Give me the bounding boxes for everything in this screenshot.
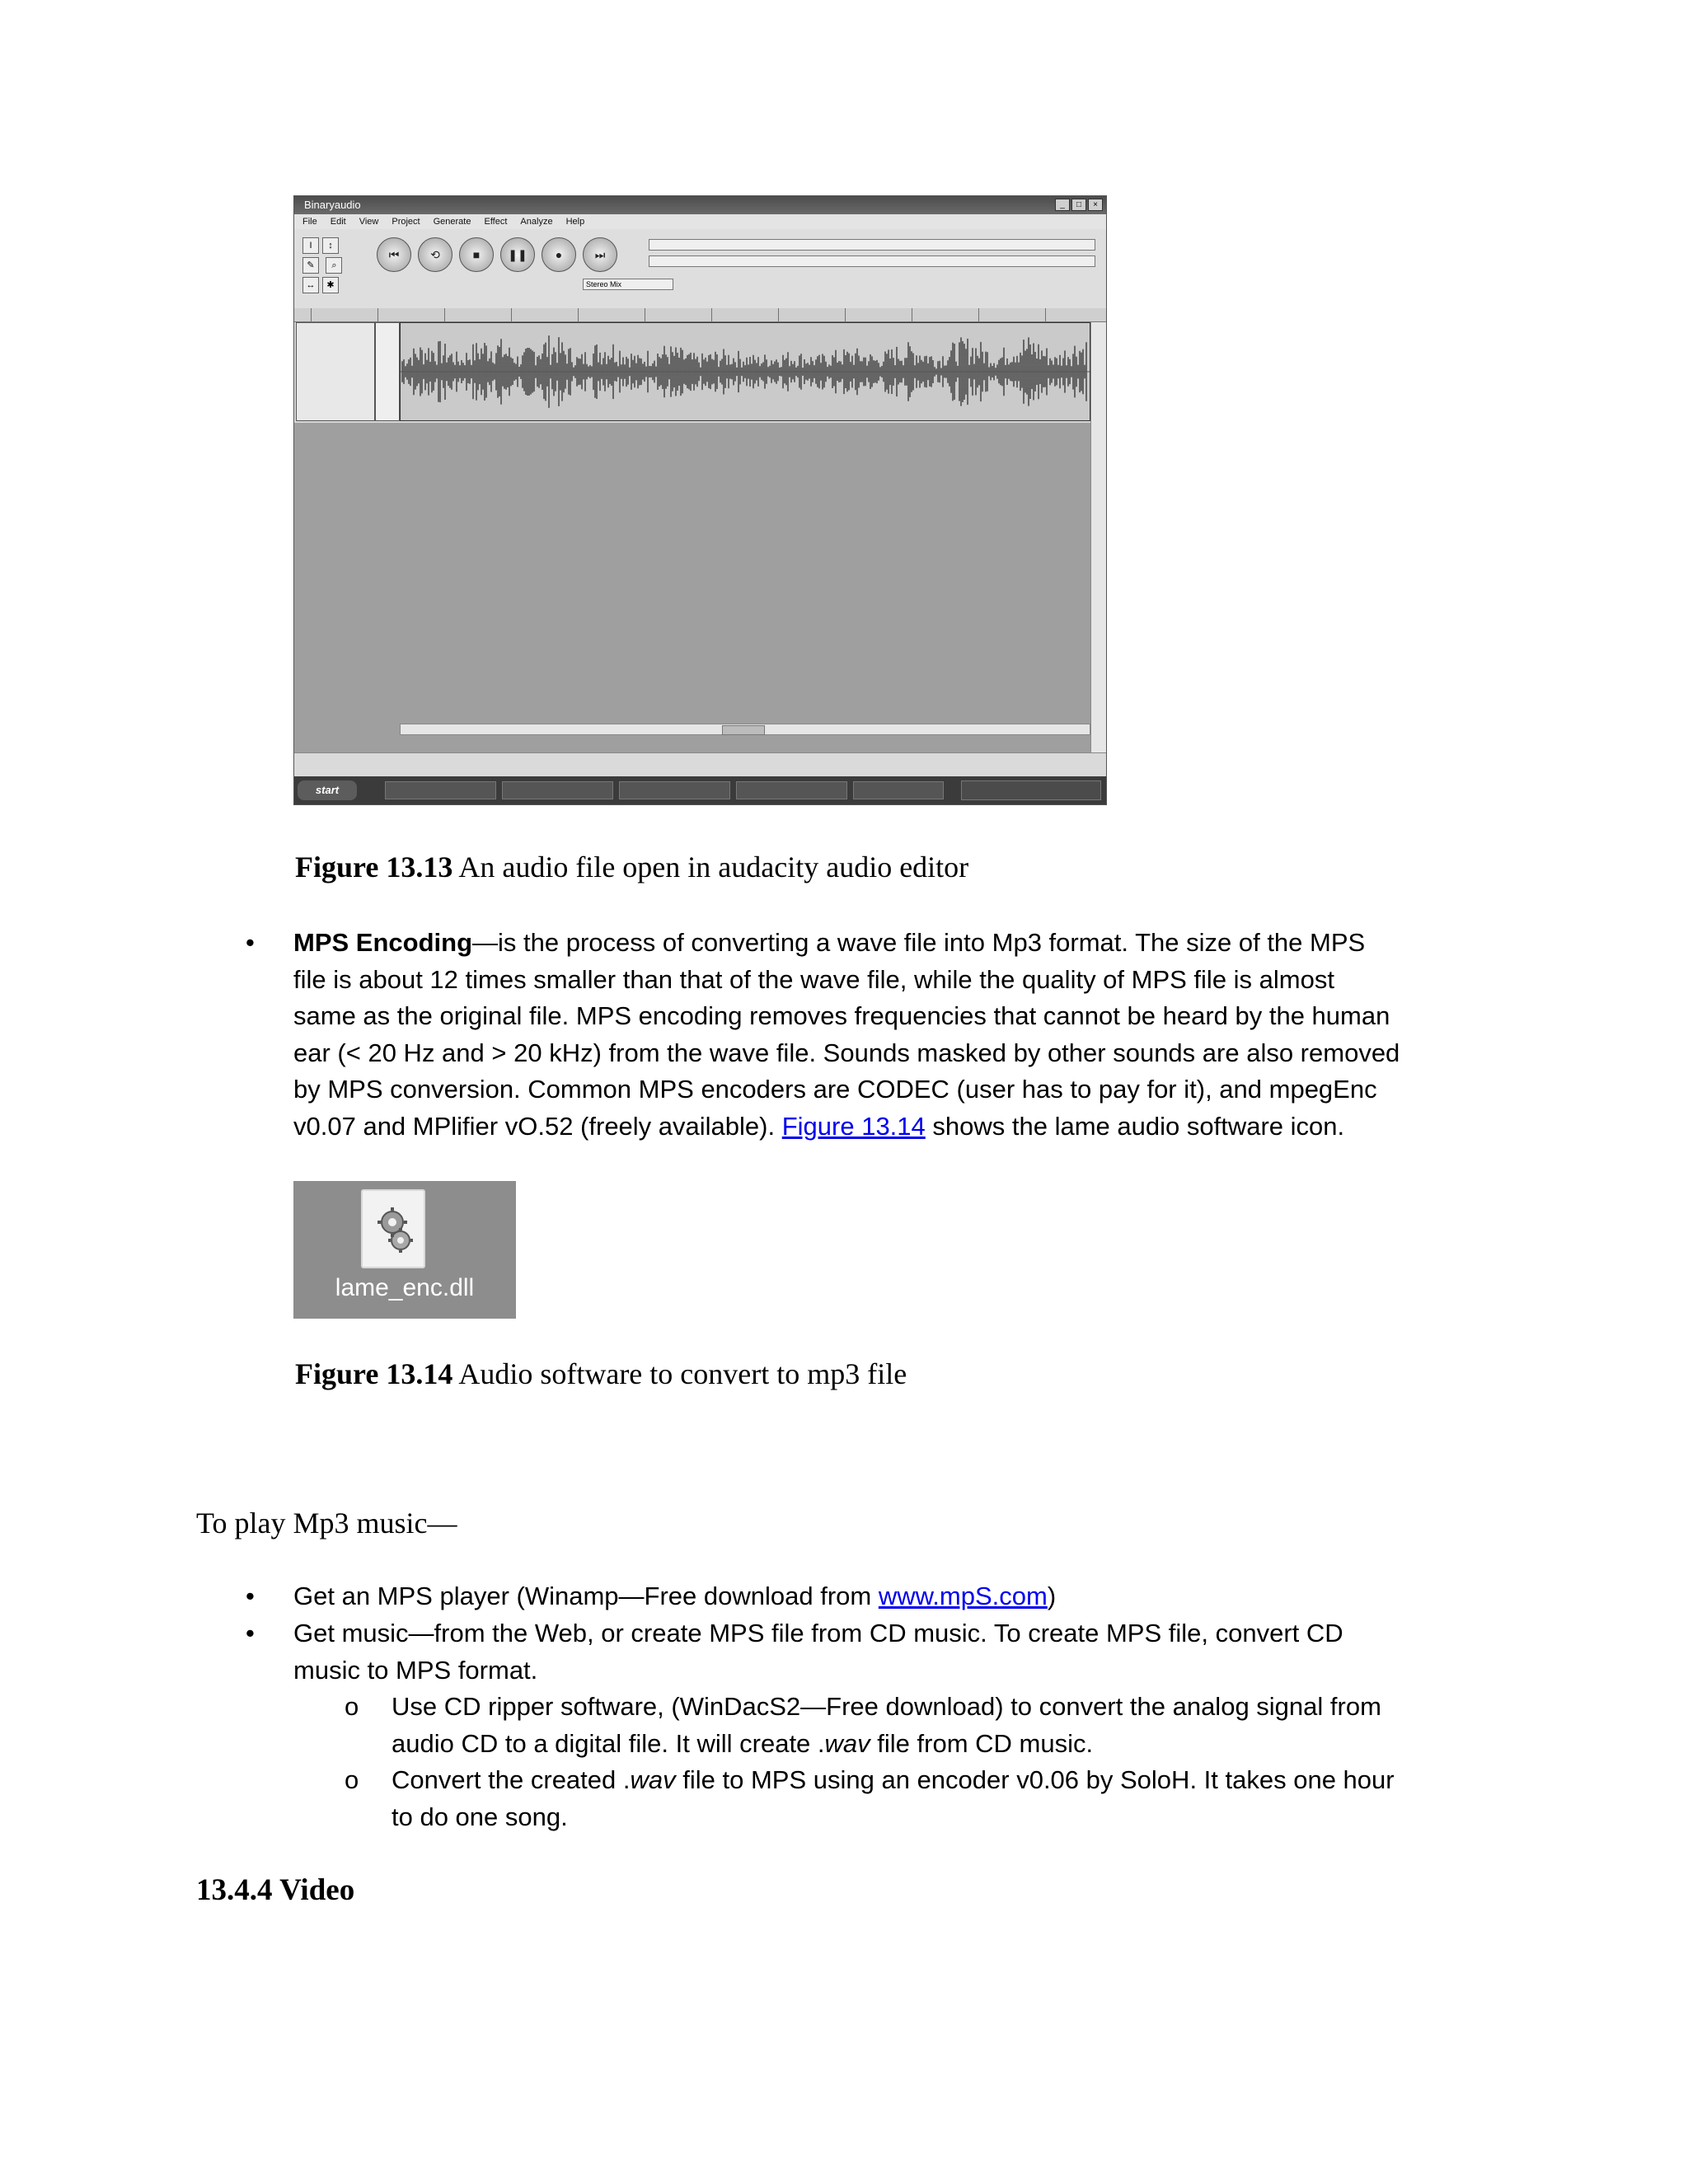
menu-item: Help xyxy=(565,217,585,227)
pause-icon: ❚❚ xyxy=(500,237,535,272)
text-line: shows the lame audio software icon. xyxy=(925,1111,1345,1141)
text-line: music to MPS format. xyxy=(293,1655,538,1685)
figure-13-14-link[interactable]: Figure 13.14 xyxy=(781,1111,926,1141)
text-line: —is the process of converting a wave file into Mp3 format. The size of the MPS xyxy=(472,928,1366,957)
caption-text: Audio software to convert to mp3 file xyxy=(452,1357,907,1390)
bullet-marker: • xyxy=(246,1619,255,1647)
stop-icon: ■ xyxy=(459,237,494,272)
text-line: to do one song. xyxy=(392,1802,568,1831)
zoom-tool-icon: ⌕ xyxy=(326,257,342,274)
caption-label: Figure 13.13 xyxy=(295,851,453,883)
sub-item-convert-wav xyxy=(392,1762,1395,1835)
file-name-label: lame_enc.dll xyxy=(335,1274,475,1301)
text-line: audio CD to a digital file. It will create . xyxy=(392,1728,825,1758)
text-line: Use CD ripper software, (WinDacS2—Free download) to convert the analog signal from xyxy=(392,1692,1381,1721)
waveform-graphic xyxy=(401,323,1090,420)
transport-controls xyxy=(377,237,617,272)
start-button: start xyxy=(298,780,357,800)
gear-icon xyxy=(368,1202,419,1260)
maximize-icon: □ xyxy=(1071,199,1086,211)
window-controls xyxy=(1055,199,1103,211)
menu-item: View xyxy=(359,217,379,227)
menu-item: Generate xyxy=(433,217,471,227)
list-item-get-music xyxy=(293,1615,1343,1689)
mp3-website-link[interactable]: www.mpS.com xyxy=(878,1582,1048,1610)
meter-top xyxy=(649,239,1095,251)
text-line: file from CD music. xyxy=(870,1728,1094,1758)
menu-item: Edit xyxy=(330,217,346,227)
selection-tool-icon: I xyxy=(302,237,319,254)
text-line: Get an MPS player (Winamp—Free download from xyxy=(293,1582,879,1610)
mps-encoding-paragraph xyxy=(293,925,1400,1145)
mix-select: Stereo Mix xyxy=(583,279,673,290)
window-title-bar xyxy=(294,196,1106,214)
taskbar-item xyxy=(619,781,730,799)
timeline-ruler xyxy=(294,308,1106,322)
multi-tool-icon: ✱ xyxy=(322,277,339,293)
timeshift-tool-icon: ↔ xyxy=(302,277,319,293)
taskbar-item xyxy=(502,781,613,799)
audacity-screenshot xyxy=(293,195,1107,805)
play-mp3-intro: To play Mp3 music— xyxy=(196,1507,457,1540)
sub-item-cd-ripper xyxy=(392,1689,1381,1762)
waveform xyxy=(400,322,1090,421)
menu-item: Analyze xyxy=(520,217,553,227)
figure-13-13-caption xyxy=(295,849,968,885)
text-line: by MPS conversion. Common MPS encoders are CODEC (user has to pay for it), and mpegEnc xyxy=(293,1075,1377,1104)
status-bar xyxy=(294,752,1106,777)
taskbar-item xyxy=(853,781,944,799)
menu-item: File xyxy=(302,217,317,227)
wav-term: wav xyxy=(824,1728,870,1758)
menu-item: Effect xyxy=(484,217,508,227)
meter-bottom xyxy=(649,255,1095,267)
text-line: ear (< 20 Hz and > 20 kHz) from the wave file. Sounds masked by other sounds are also removed xyxy=(293,1038,1400,1067)
track-control-panel xyxy=(296,322,375,421)
caption-text: An audio file open in audacity audio editor xyxy=(452,851,969,883)
caption-label: Figure 13.14 xyxy=(295,1357,453,1390)
taskbar-item xyxy=(385,781,496,799)
minimize-icon: _ xyxy=(1055,199,1070,211)
bullet-marker: • xyxy=(246,928,255,957)
skip-end-icon: ⏭ xyxy=(583,237,617,272)
track-amplitude-scale xyxy=(375,322,400,421)
menu-item: Project xyxy=(392,217,420,227)
rewind-icon: ⟲ xyxy=(418,237,452,272)
dll-file-icon xyxy=(361,1189,425,1268)
draw-tool-icon: ✎ xyxy=(302,257,319,274)
record-icon: ● xyxy=(542,237,576,272)
lame-enc-icon-screenshot xyxy=(293,1181,516,1319)
taskbar xyxy=(294,776,1106,804)
sub-bullet-marker: o xyxy=(345,1692,359,1721)
section-heading: 13.4.4 Video xyxy=(196,1873,355,1907)
text-line: same as the original file. MPS encoding removes frequencies that cannot be heard by the human xyxy=(293,1001,1390,1030)
text-line: ) xyxy=(1047,1582,1057,1610)
close-icon: × xyxy=(1088,199,1103,211)
text-line: file is about 12 times smaller than that of the wave file, while the quality of MPS file is almost xyxy=(293,964,1334,994)
figure-13-14-caption xyxy=(295,1356,907,1392)
sub-bullet-marker: o xyxy=(345,1765,359,1794)
window-title: Binaryaudio xyxy=(304,199,361,211)
bullet-marker: • xyxy=(246,1582,255,1610)
vertical-scrollbar xyxy=(1090,322,1106,752)
tool-palette xyxy=(301,236,359,290)
taskbar-item xyxy=(736,781,847,799)
skip-start-icon: ⏮ xyxy=(377,237,411,272)
empty-track-area xyxy=(294,423,1090,752)
text-line: Convert the created . xyxy=(392,1765,631,1794)
text-line: file to MPS using an encoder v0.06 by SoloH. It takes one hour xyxy=(675,1765,1395,1794)
system-tray xyxy=(961,780,1101,800)
horizontal-scrollbar xyxy=(400,724,1090,735)
wav-term: wav xyxy=(630,1765,676,1794)
mps-encoding-term: MPS Encoding xyxy=(293,928,472,957)
list-item-get-player xyxy=(293,1578,1056,1615)
menu-bar xyxy=(294,214,1106,229)
envelope-tool-icon: ↕ xyxy=(322,237,339,254)
text-line: v0.07 and MPlifier vO.52 (freely available). xyxy=(293,1111,782,1141)
text-line: Get music—from the Web, or create MPS file from CD music. To create MPS file, convert CD xyxy=(293,1619,1343,1647)
